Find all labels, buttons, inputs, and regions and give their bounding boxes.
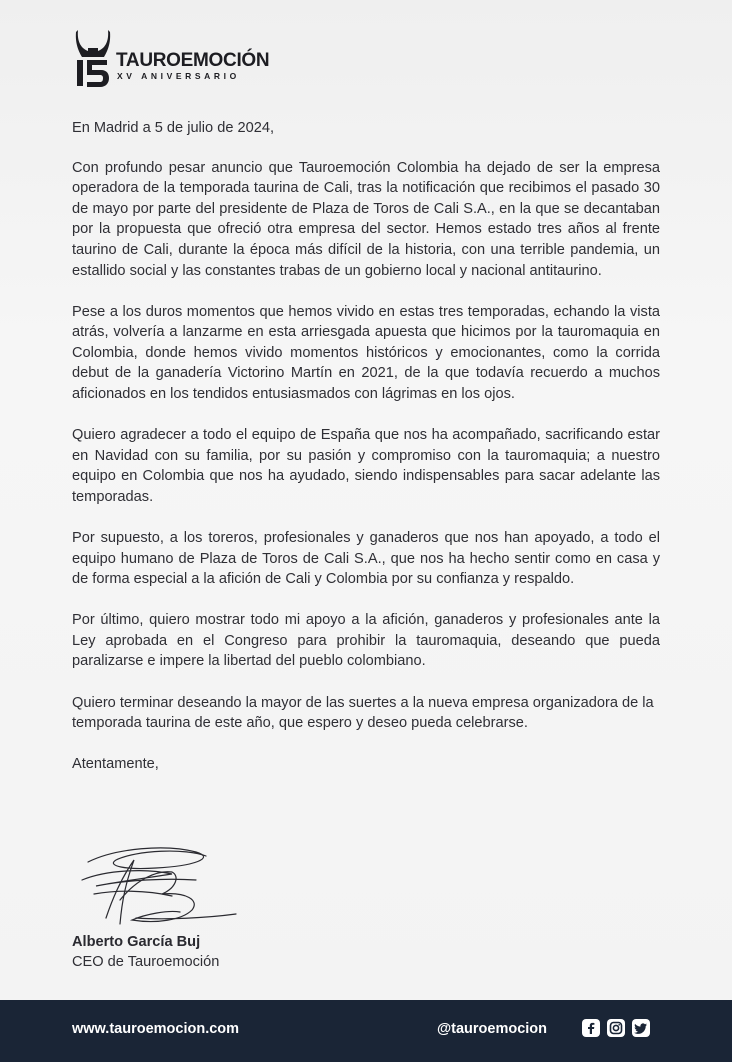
handwritten-signature <box>76 840 246 932</box>
letter-body <box>72 118 660 775</box>
letter-closing: Atentamente, <box>72 756 159 773</box>
paragraph-3: Quiero agradecer a todo el equipo de España que nos ha acompañado, sacrificando estar en Navidad con su familia, por su pasión y compromiso con la tauromaquia; a nuestro equipo en Colombia que nos ha ayudado, siendo indispensables para sacar adelante las temporadas. <box>72 427 660 505</box>
paragraph-2: Pese a los duros momentos que hemos vivido en estas tres temporadas, echando la vista atrás, volvería a lanzarme en esta arriesgada apuesta que hicimos por la tauromaquia en Colombia, donde hemos vivido momentos históricos y emocionantes, como la corrida debut de la ganadería Victorino Martín en 2021, de la que todavía recuerdo a muchos aficionados en los tendidos entusiasmados con lágrimas en los ojos. <box>72 303 660 403</box>
footer-bar <box>0 1000 732 1062</box>
bull-15-logo-icon <box>74 26 112 90</box>
paragraph-1: Con profundo pesar anuncio que Tauroemoción Colombia ha dejado de ser la empresa operadora de la temporada taurina de Cali, tras la notificación que recibimos el pasado 30 de mayo por parte del presidente de Plaza de Toros de Cali S.A., en la que se decantaban por la propuesta que ofreció otra empresa del sector. Hemos estado tres años al frente taurino de Cali, durante la época más difícil de la historia, con una terrible pandemia, un estallido social y las constantes trabas de un gobierno local y nacional antitaurino. <box>72 159 660 279</box>
tauroemocion-logo <box>74 26 274 92</box>
paragraph-4: Por supuesto, a los toreros, profesionales y ganaderos que nos han apoyado, a todo el equipo humano de Plaza de Toros de Cali S.A., que nos ha hecho sentir como en casa y de forma especial a la afición de Cali y Colombia por su confianza y respaldo. <box>72 530 660 588</box>
signer-role: CEO de Tauroemoción <box>72 954 220 970</box>
paragraph-6: Quiero terminar deseando la mayor de las suertes a la nueva empresa organizadora de la temporada taurina de este año, que espero y deseo pueda celebrarse. <box>72 694 654 732</box>
instagram-icon[interactable] <box>607 1019 625 1037</box>
paragraph-5: Por último, quiero mostrar todo mi apoyo a la afición, ganaderos y profesionales ante la Ley aprobada en el Congreso para prohibir la tauromaquia, deseando que pueda paralizarse e impere la libertad del pueblo colombiano. <box>72 612 660 670</box>
letter-date: En Madrid a 5 de julio de 2024, <box>72 120 275 136</box>
brand-name: TAUROEMOCIÓN <box>116 50 270 71</box>
website-link[interactable]: www.tauroemocion.com <box>72 1021 240 1037</box>
facebook-icon[interactable] <box>582 1019 600 1037</box>
social-handle[interactable]: @tauroemocion <box>437 1021 548 1037</box>
brand-tagline: XV ANIVERSARIO <box>117 71 240 81</box>
signer-name: Alberto García Buj <box>72 934 201 950</box>
twitter-icon[interactable] <box>632 1019 650 1037</box>
